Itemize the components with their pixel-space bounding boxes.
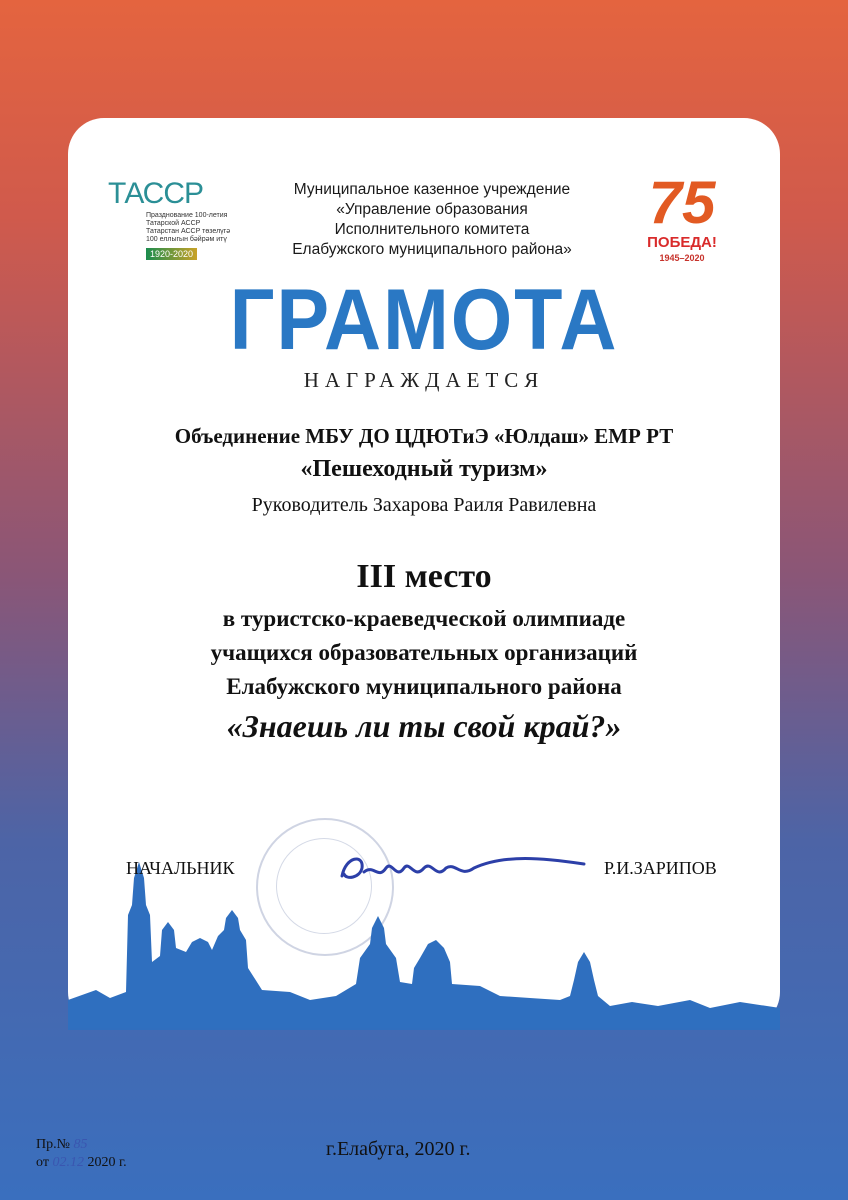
tassr-subtitle-line: Татарстан АССР төзелүгә: [146, 228, 231, 235]
registration-date: 02.12: [52, 1155, 84, 1170]
award-place: III место: [356, 558, 492, 595]
tassr-logo-years: 1920-2020: [146, 248, 197, 260]
victory-75-number: 75: [648, 169, 716, 236]
signatory-position: НАЧАЛЬНИК: [126, 858, 235, 878]
handwritten-signature: [334, 846, 594, 896]
registration-date-label: от: [36, 1155, 49, 1170]
certificate-title: ГРАМОТА: [229, 272, 619, 368]
organization-line: Елабужского муниципального района»: [292, 241, 572, 258]
registration-info: [36, 1136, 127, 1172]
award-description-line: Елабужского муниципального района: [226, 674, 622, 699]
registration-number-line: [36, 1136, 127, 1154]
registration-date-suffix: 2020 г.: [87, 1155, 127, 1170]
victory-word: ПОБЕДА!: [647, 234, 717, 251]
registration-number-label: Пр.№: [36, 1137, 70, 1152]
organization-line: Исполнительного комитета: [334, 221, 530, 238]
recipient-leader: Руководитель Захарова Раиля Равилевна: [251, 494, 597, 516]
tassr-subtitle-line: 100 еллыгын бәйрәм итү: [146, 236, 227, 243]
recipient-group: «Пешеходный туризм»: [300, 456, 548, 482]
city-and-year: г.Елабуга, 2020 г.: [326, 1138, 471, 1160]
award-description-line: учащихся образовательных организаций: [210, 640, 638, 665]
event-name: «Знаешь ли ты свой край?»: [226, 708, 622, 744]
signatory-name: Р.И.ЗАРИПОВ: [604, 858, 717, 878]
organization-line: Муниципальное казенное учреждение: [293, 181, 571, 198]
registration-date-line: [36, 1154, 127, 1172]
tassr-logo-title: ТАССР: [108, 177, 204, 210]
awarded-label: НАГРАЖДАЕТСЯ: [303, 368, 545, 392]
organization-line: «Управление образования: [336, 201, 528, 218]
recipient-organization: Объединение МБУ ДО ЦДЮТиЭ «Юлдаш» ЕМР РТ: [174, 424, 674, 448]
award-description-line: в туристско-краеведческой олимпиаде: [222, 606, 626, 631]
victory-years: 1945–2020: [659, 253, 705, 263]
tassr-subtitle-line: Празднование 100-летия: [146, 212, 228, 219]
tassr-subtitle-line: Татарской АССР: [146, 220, 201, 227]
registration-number: 85: [73, 1137, 88, 1152]
